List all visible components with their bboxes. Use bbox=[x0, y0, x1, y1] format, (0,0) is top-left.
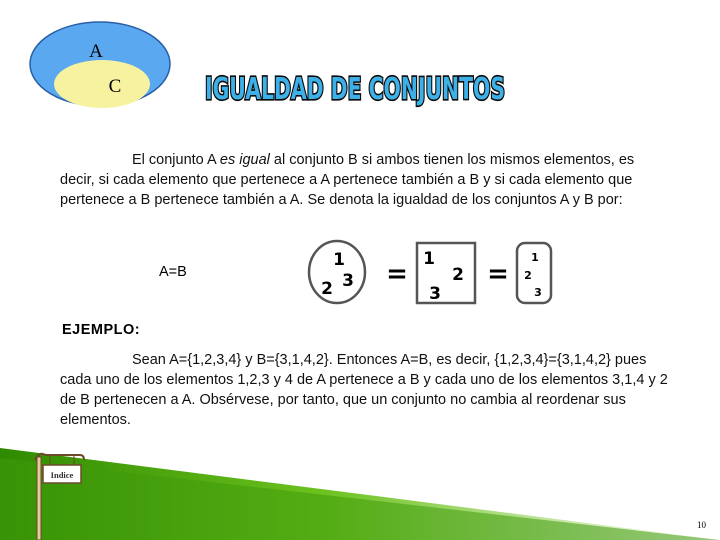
equality-notation: A=B bbox=[159, 264, 187, 280]
set1-element-3: 3 bbox=[342, 271, 354, 291]
signpost-hook bbox=[35, 454, 84, 460]
example-paragraph: Sean A={1,2,3,4} y B={3,1,4,2}. Entonces A=B, es decir, {1,2,3,4}={3,1,4,2} pues cada uno de los elementos 1,2,3 y 4 de A pertenece a B y cada uno de los elementos 3,1,4 y 2 de B pertenecen a A. Obsérvese, por tanto, que un conjunto no cambia al reordenar sus elementos. bbox=[60, 352, 668, 428]
set-square-diagram bbox=[417, 243, 475, 304]
venn-letter-a: A bbox=[89, 41, 103, 62]
definition-text-start: El conjunto A bbox=[132, 152, 220, 168]
indice-nav-button[interactable] bbox=[32, 451, 88, 540]
signpost-pole bbox=[37, 457, 41, 540]
indice-label: Indice bbox=[50, 470, 74, 480]
set3-element-1: 1 bbox=[531, 251, 539, 264]
set1-element-1: 1 bbox=[333, 250, 345, 270]
set3-element-2: 2 bbox=[524, 269, 532, 282]
set1-element-2: 2 bbox=[321, 279, 333, 299]
equals-sign-1: = bbox=[386, 259, 408, 289]
set-circle-diagram bbox=[309, 241, 365, 303]
venn-letter-c: C bbox=[108, 76, 122, 97]
definition-text-end: al conjunto B si ambos tienen los mismos elementos, es decir, si cada elemento que pertenece a A pertenece también a B y si cada elemento que pertenece a B pertenece también a A. Se denota la igualdad de los conjuntos A y B por: bbox=[60, 152, 635, 208]
set2-element-2: 2 bbox=[452, 265, 464, 285]
set2-element-3: 3 bbox=[429, 284, 441, 304]
bottom-decoration bbox=[0, 448, 720, 540]
equals-sign-2: = bbox=[487, 259, 509, 289]
set-equality-figure bbox=[305, 236, 555, 308]
set-rounded-diagram bbox=[517, 243, 551, 303]
definition-paragraph bbox=[60, 150, 660, 210]
page-title-text: IGUALDAD DE CONJUNTOS bbox=[205, 72, 505, 107]
set2-element-1: 1 bbox=[423, 249, 435, 269]
definition-emphasis: es igual bbox=[219, 152, 270, 168]
venn-inner-circle bbox=[54, 60, 150, 108]
page-title bbox=[200, 62, 510, 108]
venn-logo bbox=[0, 0, 190, 112]
page-number: 10 bbox=[697, 520, 706, 530]
example-heading: EJEMPLO: bbox=[62, 322, 141, 338]
set3-element-3: 3 bbox=[534, 286, 542, 299]
